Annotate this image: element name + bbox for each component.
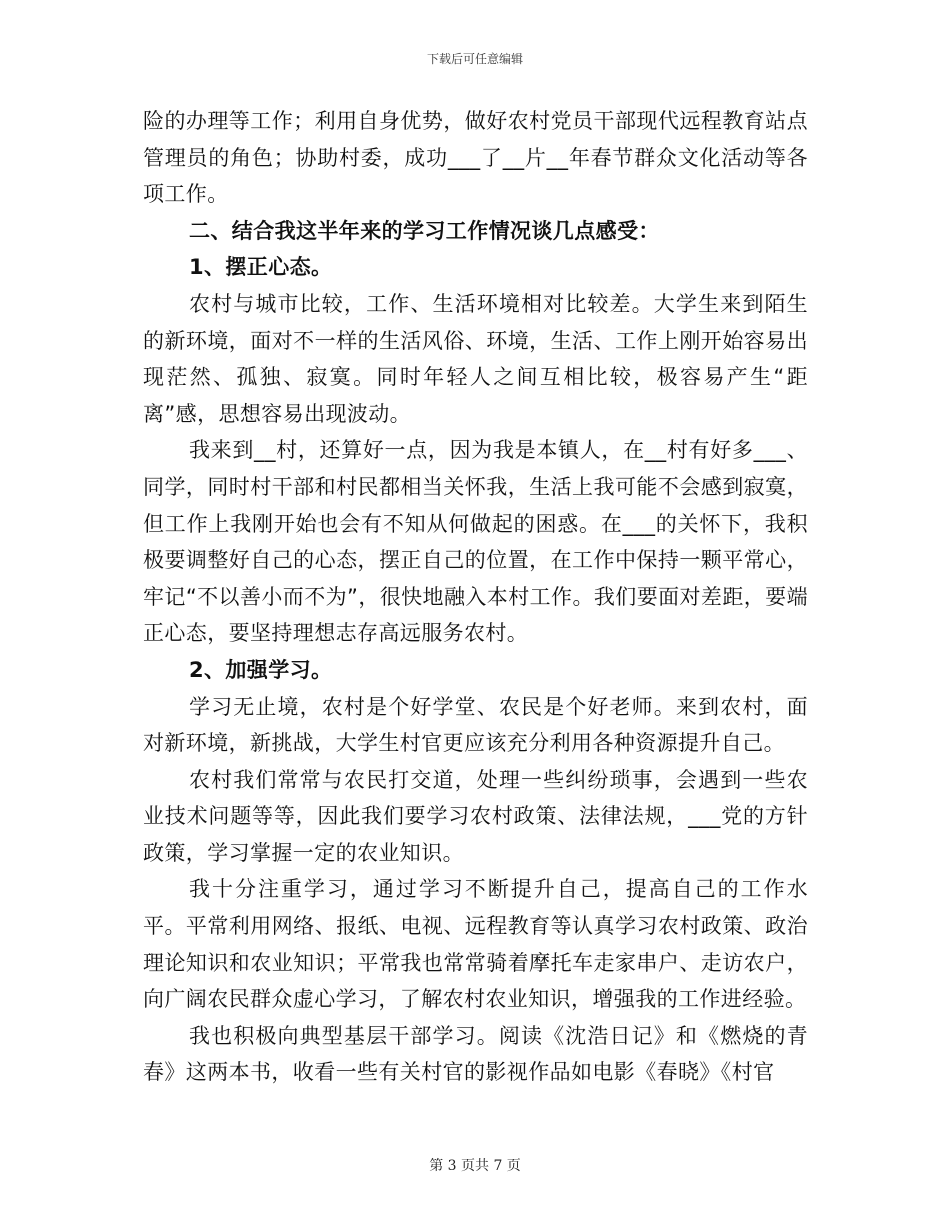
- page-footer: 第 3 页共 7 页: [429, 1158, 521, 1174]
- paragraph: 农村与城市比较，工作、生活环境相对比较差。大学生来到陌生的新环境，面对不一样的生活风俗、环境，生活、工作上刚开始容易出现茫然、孤独、寂寞。同时年轻人之间互相比较，极容易产生“距离”感，思想容易出现波动。: [143, 291, 808, 426]
- paragraph: 我也积极向典型基层干部学习。阅读《沈浩日记》和《燃烧的青春》这两本书，收看一些有关村官的影视作品如电影《春晓》《村官: [143, 1023, 808, 1085]
- paragraph: 我十分注重学习，通过学习不断提升自己，提高自己的工作水平。平常利用网络、报纸、电视、远程教育等认真学习农村政策、政治理论知识和农业知识；平常我也常常骑着摩托车走家串户、走访农户，向广阔农民群众虚心学习，了解农村农业知识，增强我的工作进经验。: [143, 877, 808, 1012]
- paragraph: 农村我们常常与农民打交道，处理一些纠纷琐事，会遇到一些农业技术问题等等，因此我们要学习农村政策、法律法规，___党的方针政策，学习掌握一定的农业知识。: [143, 767, 808, 865]
- subheading-2: 2、加强学习。: [189, 657, 333, 682]
- paragraph-continuation: 险的办理等工作；利用自身优势，做好农村党员干部现代远程教育站点管理员的角色；协助村委，成功___了__片__年春节群众文化活动等各项工作。: [143, 109, 808, 207]
- paragraph: 学习无止境，农村是个好学堂、农民是个好老师。来到农村，面对新环境，新挑战，大学生村官更应该充分利用各种资源提升自己。: [143, 694, 808, 756]
- document-body: [143, 103, 808, 1091]
- section-heading-2: 二、结合我这半年来的学习工作情况谈几点感受：: [189, 218, 660, 243]
- paragraph: 我来到__村，还算好一点，因为我是本镇人，在__村有好多___、同学，同时村干部和村民都相当关怀我，生活上我可能不会感到寂寞，但工作上我刚开始也会有不知从何做起的困惑。在___的关怀下，我积极要调整好自己的心态，摆正自己的位置，在工作中保持一颗平常心，牢记“不以善小而不为”，很快地融入本村工作。我们要面对差距，要端正心态，要坚持理想志存高远服务农村。: [143, 438, 808, 646]
- subheading-1: 1、摆正心态。: [189, 255, 333, 280]
- page-header: 下载后可任意编辑: [426, 52, 523, 66]
